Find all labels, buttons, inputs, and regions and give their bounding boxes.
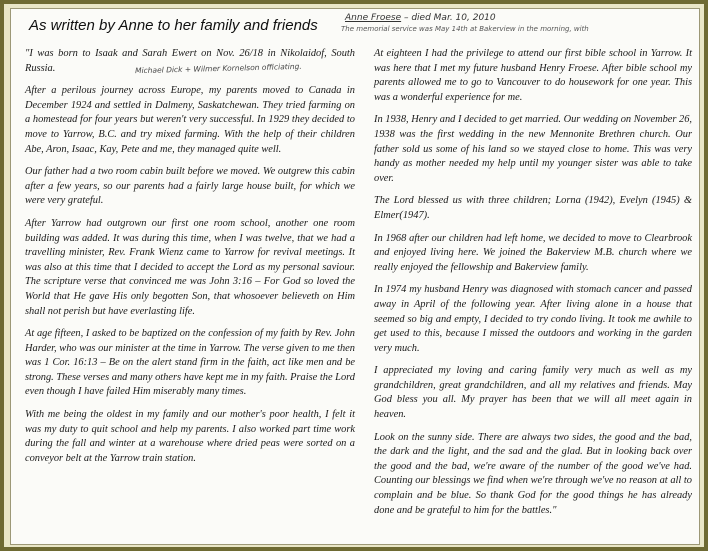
paragraph: In 1968 after our children had left home, we decided to move to Clearbrook and enjoyed living here. We joined the Bakerview M.B. church where we really enjoyed the fellowship and Bakerview family. bbox=[374, 232, 692, 273]
paragraph: Our father had a two room cabin built before we moved. We outgrew this cabin after a few years, so our parents had a fairly large house built, for which we were very grateful. bbox=[25, 166, 355, 207]
paragraph: In 1938, Henry and I decided to get married. Our wedding on November 26, 1938 was the first wedding in the new Mennonite Brethren church. Our father sold us some of his land so we stayed close to home. This was very handy as mother needed my help until my younger sister was able to take over. bbox=[374, 114, 693, 184]
page-title: As written by Anne to her family and friends bbox=[29, 17, 318, 34]
paragraph: After a perilous journey across Europe, my parents moved to Canada in December 1924 and settled in Dalmeny, Saskatchewan. They tried farming on a homestead for four years but weren't very successful. In 1929 they decided to move to Yarrow, B.C. and try mixed farming. With the help of their children Abe, Aron, Isaac, Kay, Pete and me, they managed quite well. bbox=[25, 85, 355, 155]
handwritten-note-name bbox=[345, 13, 496, 23]
paragraph: At eighteen I had the privilege to attend our first bible school in Yarrow. It was here that I met my future husband Henry Froese. After bible school my parents allowed me to go to Vancouver to do housework for one year. This was a wonderful experience for me. bbox=[374, 48, 692, 103]
handwritten-officiants-note: Michael Dick + Wilmer Kornelson officiating. bbox=[134, 61, 302, 76]
right-column bbox=[374, 47, 692, 526]
paragraph: In 1974 my husband Henry was diagnosed with stomach cancer and passed away in April of the following year. After living alone in a house that seemed so big and empty, I decided to try condo living. It took me awhile to get used to this, because I missed the outdoors and working in the garden very much. bbox=[374, 284, 692, 354]
handwritten-death-note: – died Mar. 10, 2010 bbox=[403, 13, 496, 23]
paragraph: With me being the oldest in my family and our mother's poor health, I felt it was my duty to quit school and help my parents. I also worked part time work during the fall and winter at a warehouse where dried peas were sorted on a conveyor belt at the Yarrow train station. bbox=[25, 409, 355, 464]
paragraph: I appreciated my loving and caring family very much as well as my grandchildren, great grandchildren, and all my relatives and friends. May God bless you all. My prayer has been that we will all meet again in heaven. bbox=[374, 365, 692, 421]
left-column bbox=[25, 47, 355, 474]
paragraph: Look on the sunny side. There are always two sides, the good and the bad, the dark and the light, and the sad and the glad. But in looking back over the good and the bad, we're aware of the number of the good we've had. Counting our blessings we find when we're through we've no reason at all to complain and be blue. So thank God for the good things he has already done and be grateful to him for the battles." bbox=[374, 431, 692, 516]
handwritten-name: Anne Froese bbox=[345, 13, 402, 23]
paragraph: At age fifteen, I asked to be baptized on the confession of my faith by Rev. John Harder, who was our minister at the time in Yarrow. The verse given to me then was 1 Cor. 16:13 – Be on the alert stand firm in the faith, act like men and be strong. These verses and many others have kept me in my faith. Praise the Lord even though I have failed Him miserably many times. bbox=[25, 328, 355, 398]
paragraph: "I was born to Isaak and Sarah Ewert on Nov. 26/18 in Nikolaidof, South Russia. bbox=[25, 48, 355, 74]
document-page bbox=[10, 8, 700, 545]
handwritten-memorial-note: The memorial service was May 14th at Bakerview in the morning, with bbox=[341, 25, 589, 33]
paragraph: After Yarrow had outgrown our first one room school, another one room building was added. It was during this time, when I was twelve, that we had a travelling minister, Rev. Frank Wienz came to Yarrow for revival meetings. It was also at this time that I decided to accept the Lord as my personal saviour. The scripture verse that convinced me was John 3:16 – For God so loved the World that He gave His only begotten Son, that whosoever believeth on Him shall not perish but have everlasting life. bbox=[25, 217, 355, 317]
paragraph: The Lord blessed us with three children; Lorna (1942), Evelyn (1945) & Elmer(1947). bbox=[374, 195, 692, 221]
